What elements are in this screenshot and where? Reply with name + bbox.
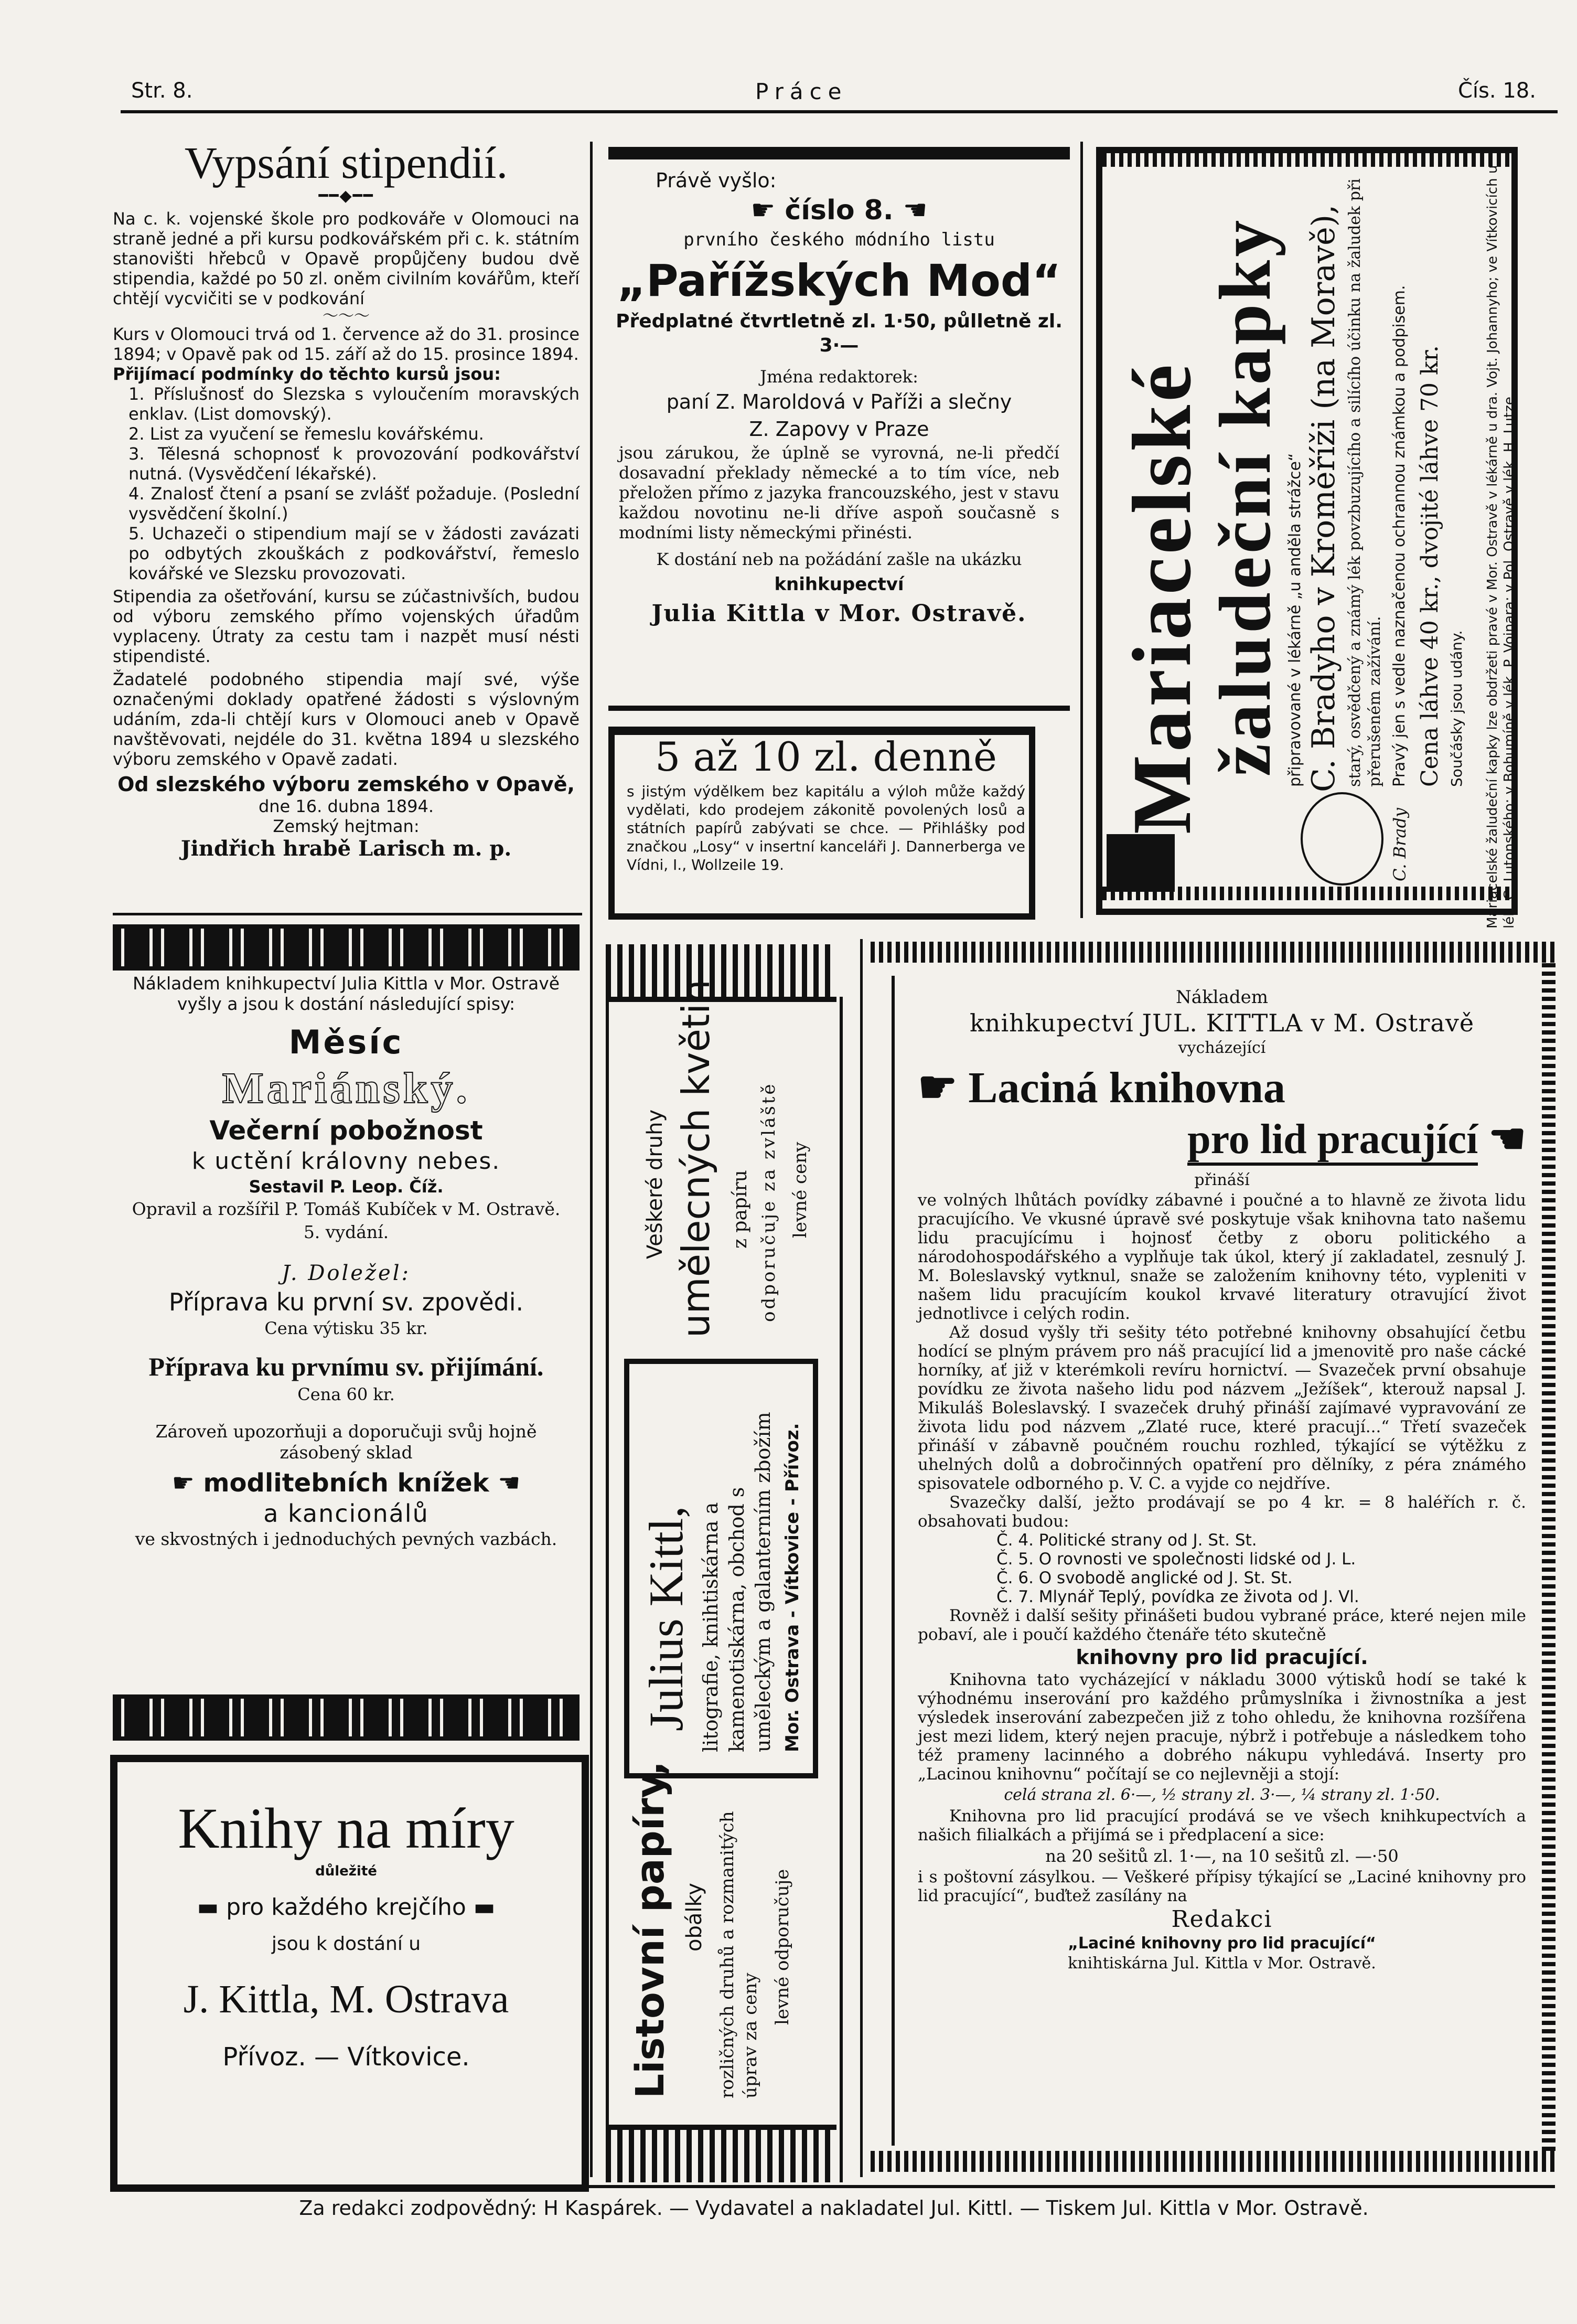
ornamental-header: [606, 944, 836, 1002]
footer-rule: [113, 2185, 1555, 2188]
volume-5: Č. 5. O rovnosti ve společnosti lidské od J. L.: [996, 1550, 1356, 1569]
pointing-hand-icon: ☛: [918, 1063, 969, 1112]
signature-role: Zemský hejtman:: [273, 816, 420, 836]
for-tailors: ▬ pro každého krejčího ▬: [197, 1894, 496, 1921]
library-paragraph-4: Rovněž i další sešity přinášeti budou vybrané práce, které nejen mile pobaví, ale i poučí každého čtenáře této skutečně: [918, 1606, 1526, 1644]
volume-6: Č. 6. O svobodě anglické od J. St. St.: [996, 1569, 1293, 1587]
flowers-kinds: Veškeré druhy: [643, 1109, 667, 1259]
flowers-price: levné ceny: [790, 1142, 811, 1238]
brings-label: přináší: [1194, 1171, 1250, 1189]
stipendia-paragraph-2: Kurs v Olomouci trvá od 1. července až do 31. prosince 1894; v Opavě pak od 15. září až do 15. prosince 1894.: [113, 324, 580, 364]
hand-icon: ☚: [489, 1468, 521, 1498]
paris-description: jsou zárukou, že úplně se vyrovná, ne-li předčí dosavadní překlady německé a to tím více, neb přeložen přímo z jazyka francouzského, jest v stavu každou novotinu ne-li dříve aspoň současně s modními listy německými přinésti.: [619, 443, 1059, 542]
ad-rule: [608, 706, 1070, 711]
flowers-paper: z papíru: [730, 1170, 751, 1249]
redakci-name: „Laciné knihovny pro lid pracující“: [1068, 1934, 1376, 1953]
important: důležité: [315, 1863, 377, 1879]
drops-prepared: připravované v lékárně „u anděla strážce“: [1286, 453, 1304, 787]
title-vecerni: Večerní pobožnost: [209, 1115, 483, 1146]
greek-key-border: [113, 924, 580, 971]
library-paragraph-1: ve volných lhůtách povídky zábavné i poučné a to hlavně ze života lidu pracujícího. Ve vkusné úpravě své poskytuje však knihovna tato našemu lidu pracujícímu i hojnosť četby z oboru politického a národohospodářského a vyplňuje tak úkol, který jí zakladatel, zesnulý J. M. Boleslavský vytknul, snaže se založením knihovny této, vypleniti v našem lidu pracujícím koukol krvavé literatury otravující život jednotlivce i celých rodin.: [918, 1191, 1526, 1323]
greek-key-border: [113, 1694, 580, 1741]
library-title: [918, 1062, 1526, 1114]
newspaper-title: Práce: [755, 79, 848, 104]
volume-4: Č. 4. Politické strany od J. St. St.: [996, 1531, 1257, 1550]
pointing-hand-icon: ☛: [750, 195, 785, 226]
for-tailors-label: pro každého krejčího: [226, 1894, 466, 1921]
stipendia-notice: [113, 136, 580, 861]
condition-2: 2. List za vyučení se řemeslu kovářskému.: [128, 424, 484, 444]
drops-sellers: Mariacelské žaludeční kapky lze obdržeti pravé v Mor. Ostravě v lékárně u dra. Vojt. Johannyho; ve Vítkovicích u lék. C. Lutonského; v Bohumíně v lék. P. Vojnara; v Pol. Ostravě v lék. H. Lutze.: [1485, 165, 1517, 929]
condition-1: 1. Příslušnosť do Slezska s vyloučením moravských enklav. (List domovský).: [128, 384, 580, 424]
compiler: Sestavil P. Leop. Číž.: [249, 1177, 444, 1197]
editor: Opravil a rozšířil P. Tomáš Kubíček v M. Ostravě.: [132, 1199, 561, 1219]
subscription-prices: na 20 sešitů zl. 1·—, na 10 sešitů zl. —·50: [1045, 1846, 1399, 1866]
published-by: Nákladem: [1176, 987, 1268, 1008]
stipendia-paragraph-4: Stipendia za ošetřování, kursu se zúčastnivších, budou od výboru zemského přímo vojenských úřadům vyplaceny. Útraty za cestu tam i nazpět musí nésti stipendisté.: [113, 587, 580, 666]
drops-maker: C. Bradyho v Kroměříži (na Moravě),: [1305, 204, 1342, 792]
editor-2: Z. Zapovy v Praze: [749, 418, 929, 441]
header-rule: [121, 110, 1558, 113]
books-intro: Nákladem knihkupectví Julia Kittla v Mor. Ostravě vyšly a jsou k dostání následující spisy:: [132, 973, 560, 1014]
papers-title: Listovní papíry,: [628, 1761, 673, 2098]
seller-name: J. Kittla, M. Ostrava: [183, 1977, 509, 2021]
earnings-ad: [627, 732, 1025, 874]
cheap-library-ad: [918, 986, 1526, 1974]
decorative-border: [871, 2151, 1558, 2172]
section-rule: [113, 913, 582, 915]
condition-4: 4. Znalosť čtení a psaní se zvlášť požaduje. (Poslední vysvědčení školní.): [128, 484, 580, 524]
decorative-border: [871, 942, 1558, 963]
stipendia-paragraph-1: Na c. k. vojenské škole pro podkováře v Olomouci na straně jedné a při kursu podkovářském při c. k. státním stanovišti hřebců v Opavě propůjčeny budou dvě stipendia, každé po 50 zl. oněm civilním kovářům, kteří chtějí vycvičiti se v podkování: [113, 209, 580, 308]
book-prijimani: Příprava ku prvnímu sv. přijímání.: [148, 1352, 544, 1381]
library-paragraph-7: Knihovna pro lid pracující prodává se ve všech knihkupectvích a našich filialkách a přijímá se i předplacení a sice:: [918, 1807, 1526, 1845]
papers-kinds: rozličných druhů a rozmanitých úprav za ceny: [717, 1811, 761, 2098]
papers-envelopes: obálky: [682, 1883, 706, 1952]
issue-8: [608, 193, 1070, 228]
bookstore-label: knihkupectví: [774, 574, 904, 595]
drops-ingredients: Součásky jsou udány.: [1448, 630, 1465, 787]
prayer-books: [113, 1467, 580, 1499]
library-subtitle: [918, 1114, 1526, 1165]
papers-recommend: levné odporučuje: [772, 1869, 793, 2025]
drops-price: Cena láhve 40 kr., dvojité láhve 70 kr.: [1417, 345, 1443, 787]
price-prijimani: Cena 60 kr.: [297, 1384, 395, 1404]
signature-name: Jindřich hrabě Larisch m. p.: [180, 836, 512, 861]
column-divider-1: [590, 142, 593, 2177]
available-at: jsou k dostání u: [271, 1933, 421, 1955]
pointing-hand-icon: ☚: [893, 195, 928, 226]
drops-title-1: Mariacelské: [1115, 361, 1208, 834]
tailor-books-ad: [131, 1794, 561, 2075]
imprint-footer: Za redakci zodpovědný: H Kaspárek. — Vydavatel a nakladatel Jul. Kittl. — Tiskem Jul. Kittla v Mor. Ostravě.: [299, 2197, 1369, 2220]
library-for-workers: knihovny pro lid pracující.: [1076, 1646, 1368, 1669]
flowers-recommend: odporučuje za zvláště: [758, 1082, 779, 1322]
subscription: Předplatné čtvrtletně zl. 1·50, půlletně zl. 3·—: [616, 311, 1063, 356]
title-mariansky: Mariánský.: [222, 1064, 470, 1113]
subtitle: k uctění královny nebes.: [191, 1148, 501, 1175]
library-paragraph-3: Svazečky další, ježto prodávají se po 4 kr. = 8 haléřích r. č. obsahovati budou:: [918, 1493, 1526, 1531]
prayer-books-label: modlitebních knížek: [203, 1468, 489, 1498]
condition-3: 3. Tělesná schopnosť k provozování podkovářství nutná. (Vysvědčení lékařské).: [128, 444, 580, 484]
hymnals: a kancionálů: [263, 1499, 429, 1528]
drops-signature: C. Brady: [1390, 807, 1410, 881]
library-paragraph-5: Knihovna tato vycházející v nákladu 3000 výtisků hodí se také k výhodnému inserování pro každého průmyslníka i živnostníka a jest výsledek inserování zabezpečen již z toho ohledu, že knihovna rozšířena jest mezi lidem, který nejen pracuje, nýbrž i potřebuje a následkem toho též prameny lacinného a dobrého nákupu vyhledává. Inserty pro „Lacinou knihovnu“ počítají se co nejlevněji a stojí:: [918, 1670, 1526, 1784]
flowers-title: umělecných květin: [674, 979, 718, 1338]
signature-committee: Od slezského výboru zemského v Opavě,: [117, 773, 575, 796]
kittl-firm-name: Julius Kittl,: [639, 1506, 693, 1731]
kittl-firm-services: litografie, knihtiskárna a kamenotiskárna, obchod s uměleckým a galanterním zbožím: [699, 1412, 775, 1752]
first-czech-fashion: prvního českého módního listu: [683, 229, 995, 250]
library-subtitle-label: pro lid pracující: [1187, 1116, 1478, 1166]
drops-description: starý, osvědčený a známý lék povzbuzujícího a silícího účinku na žaludek při přerušeném zažívání.: [1346, 178, 1384, 787]
publisher: knihkupectví JUL. KITTLA v M. Ostravě: [969, 1009, 1475, 1037]
decorative-border: [1102, 153, 1511, 167]
earnings-title: 5 až 10 zl. denně: [655, 733, 997, 780]
bindings: ve skvostných i jednoduchých pevných vazbách.: [135, 1529, 557, 1549]
letter-m-decoration: [1107, 834, 1175, 892]
ornament-divider: ━━◆━━: [318, 187, 374, 205]
volume-7: Č. 7. Mlynář Teplý, povídka ze života od J. Vl.: [996, 1587, 1359, 1606]
kittl-firm-places: Mor. Ostrava - Vítkovice - Přívoz.: [782, 1423, 803, 1752]
paris-title: „Pařížských Mod“: [617, 255, 1061, 306]
trademark-seal-icon: [1301, 792, 1383, 886]
recommend-text: Zároveň upozorňuji a doporučuji svůj hojně zásobený sklad: [155, 1421, 537, 1463]
ornament-divider: 〜〜〜: [323, 307, 370, 325]
redakci-address: knihtiskárna Jul. Kittla v Mor. Ostravě.: [1068, 1954, 1376, 1973]
just-published: Právě vyšlo:: [656, 169, 777, 192]
top-bar: [608, 147, 1070, 159]
stipendia-paragraph-5: Žadatelé podobného stipendia mají své, výše označenými doklady opatřené žádosti s výslovným udáním, zda-li chtějí kurs v Olomouci aneb v Opavě navštěvovati, nejdéle do 31. května 1894 u slezského výboru zemského v Opavě zadati.: [113, 669, 580, 769]
author-dolezel: J. Doležel:: [282, 1261, 411, 1285]
issue-number: Čís. 18.: [1458, 79, 1536, 103]
drops-trademark: Pravý jen s vedle naznačenou ochrannou známkou a podpisem.: [1390, 285, 1409, 787]
title-knihy: Knihy na míry: [178, 1796, 514, 1860]
paris-fashion-ad: [608, 168, 1070, 630]
column-divider-2: [860, 939, 863, 2177]
bookstore-name: Julia Kittla v Mor. Ostravě.: [651, 600, 1027, 627]
signature-date: dne 16. dubna 1894.: [258, 796, 434, 816]
stipendia-paragraph-3: Přijímací podmínky do těchto kursů jsou:: [113, 364, 501, 384]
published-label: vycházející: [1178, 1039, 1266, 1057]
library-title-label: Laciná knihovna: [968, 1063, 1285, 1112]
pointing-hand-icon: ☚: [1478, 1116, 1526, 1163]
edition: 5. vydání.: [303, 1222, 389, 1242]
editor-1: paní Z. Maroldová v Paříži a slečny: [666, 390, 1012, 413]
title-mesic: Měsíc: [288, 1023, 404, 1061]
redakci: Redakci: [1171, 1906, 1273, 1933]
earnings-text: s jistým výdělkem bez kapitálu a výloh může každý vydělati, kdo prodejem zákonitě povolených losů a státních papírů zabývati se chce. — Přihlášky pod značkou „Losy“ v insertní kanceláři J. Dannerberga ve Vídni, I., Wollzeile 19.: [627, 783, 1025, 873]
page-number: Str. 8.: [131, 79, 193, 103]
price-zpoved: Cena výtisku 35 kr.: [264, 1318, 428, 1338]
book-zpoved: Příprava ku první sv. zpovědi.: [168, 1288, 524, 1316]
drops-title-2: žaludeční kapky: [1205, 217, 1286, 776]
seller-places: Přívoz. — Vítkovice.: [222, 2042, 470, 2072]
issue-8-label: číslo 8.: [785, 195, 894, 226]
column-divider-3: [1080, 142, 1083, 918]
ad-prices: celá strana zl. 6·—, ½ strany zl. 3·—, ¼ strany zl. 1·50.: [1004, 1786, 1440, 1804]
hand-icon: ☛: [171, 1468, 203, 1498]
stipendia-title: Vypsání stipendií.: [184, 137, 508, 188]
library-paragraph-2: Až dosud vyšly tři sešity této potřebné knihovny obsahující četbu hodící se plným právem pro náš pracující lid a jmenovitě pro naše cácké horníky, ať již v kterémkoli revíru hornictví. — Svazeček první obsahuje povídku ze života našeho lidu pod názvem „Ježíšek“, kterouž napsal J. Mikuláš Boleslavský. I svazeček druhý přináší zajímavé vypravování ze života lidu pod názvem „Zlaté ruce, které pracují...“ Třetí svazeček přináší v zábavně poučném rouchu rozhled, týkající se výtěžku z uhelných dolů a dobročinných opatření pro dělníky, z péra známého spisovatele odborného p. V. C. a vyjde co nejdříve.: [918, 1323, 1526, 1493]
library-paragraph-9: i s poštovní zásylkou. — Veškeré přípisy týkající se „Laciné knihovny pro lid pracující“, buďtež zasílány na: [918, 1868, 1526, 1905]
order-info: K dostání neb na požádání zašle na ukázku: [656, 549, 1022, 569]
condition-5: 5. Uchazeči o stipendium mají se v žádosti zavázati po odbytých zkouškách z podkovářství, řemeslo kovářské ve Slezsku provozovati.: [128, 524, 580, 583]
kittl-books-ad: [113, 973, 580, 1550]
editors-label: Jména redaktorek:: [760, 367, 918, 387]
